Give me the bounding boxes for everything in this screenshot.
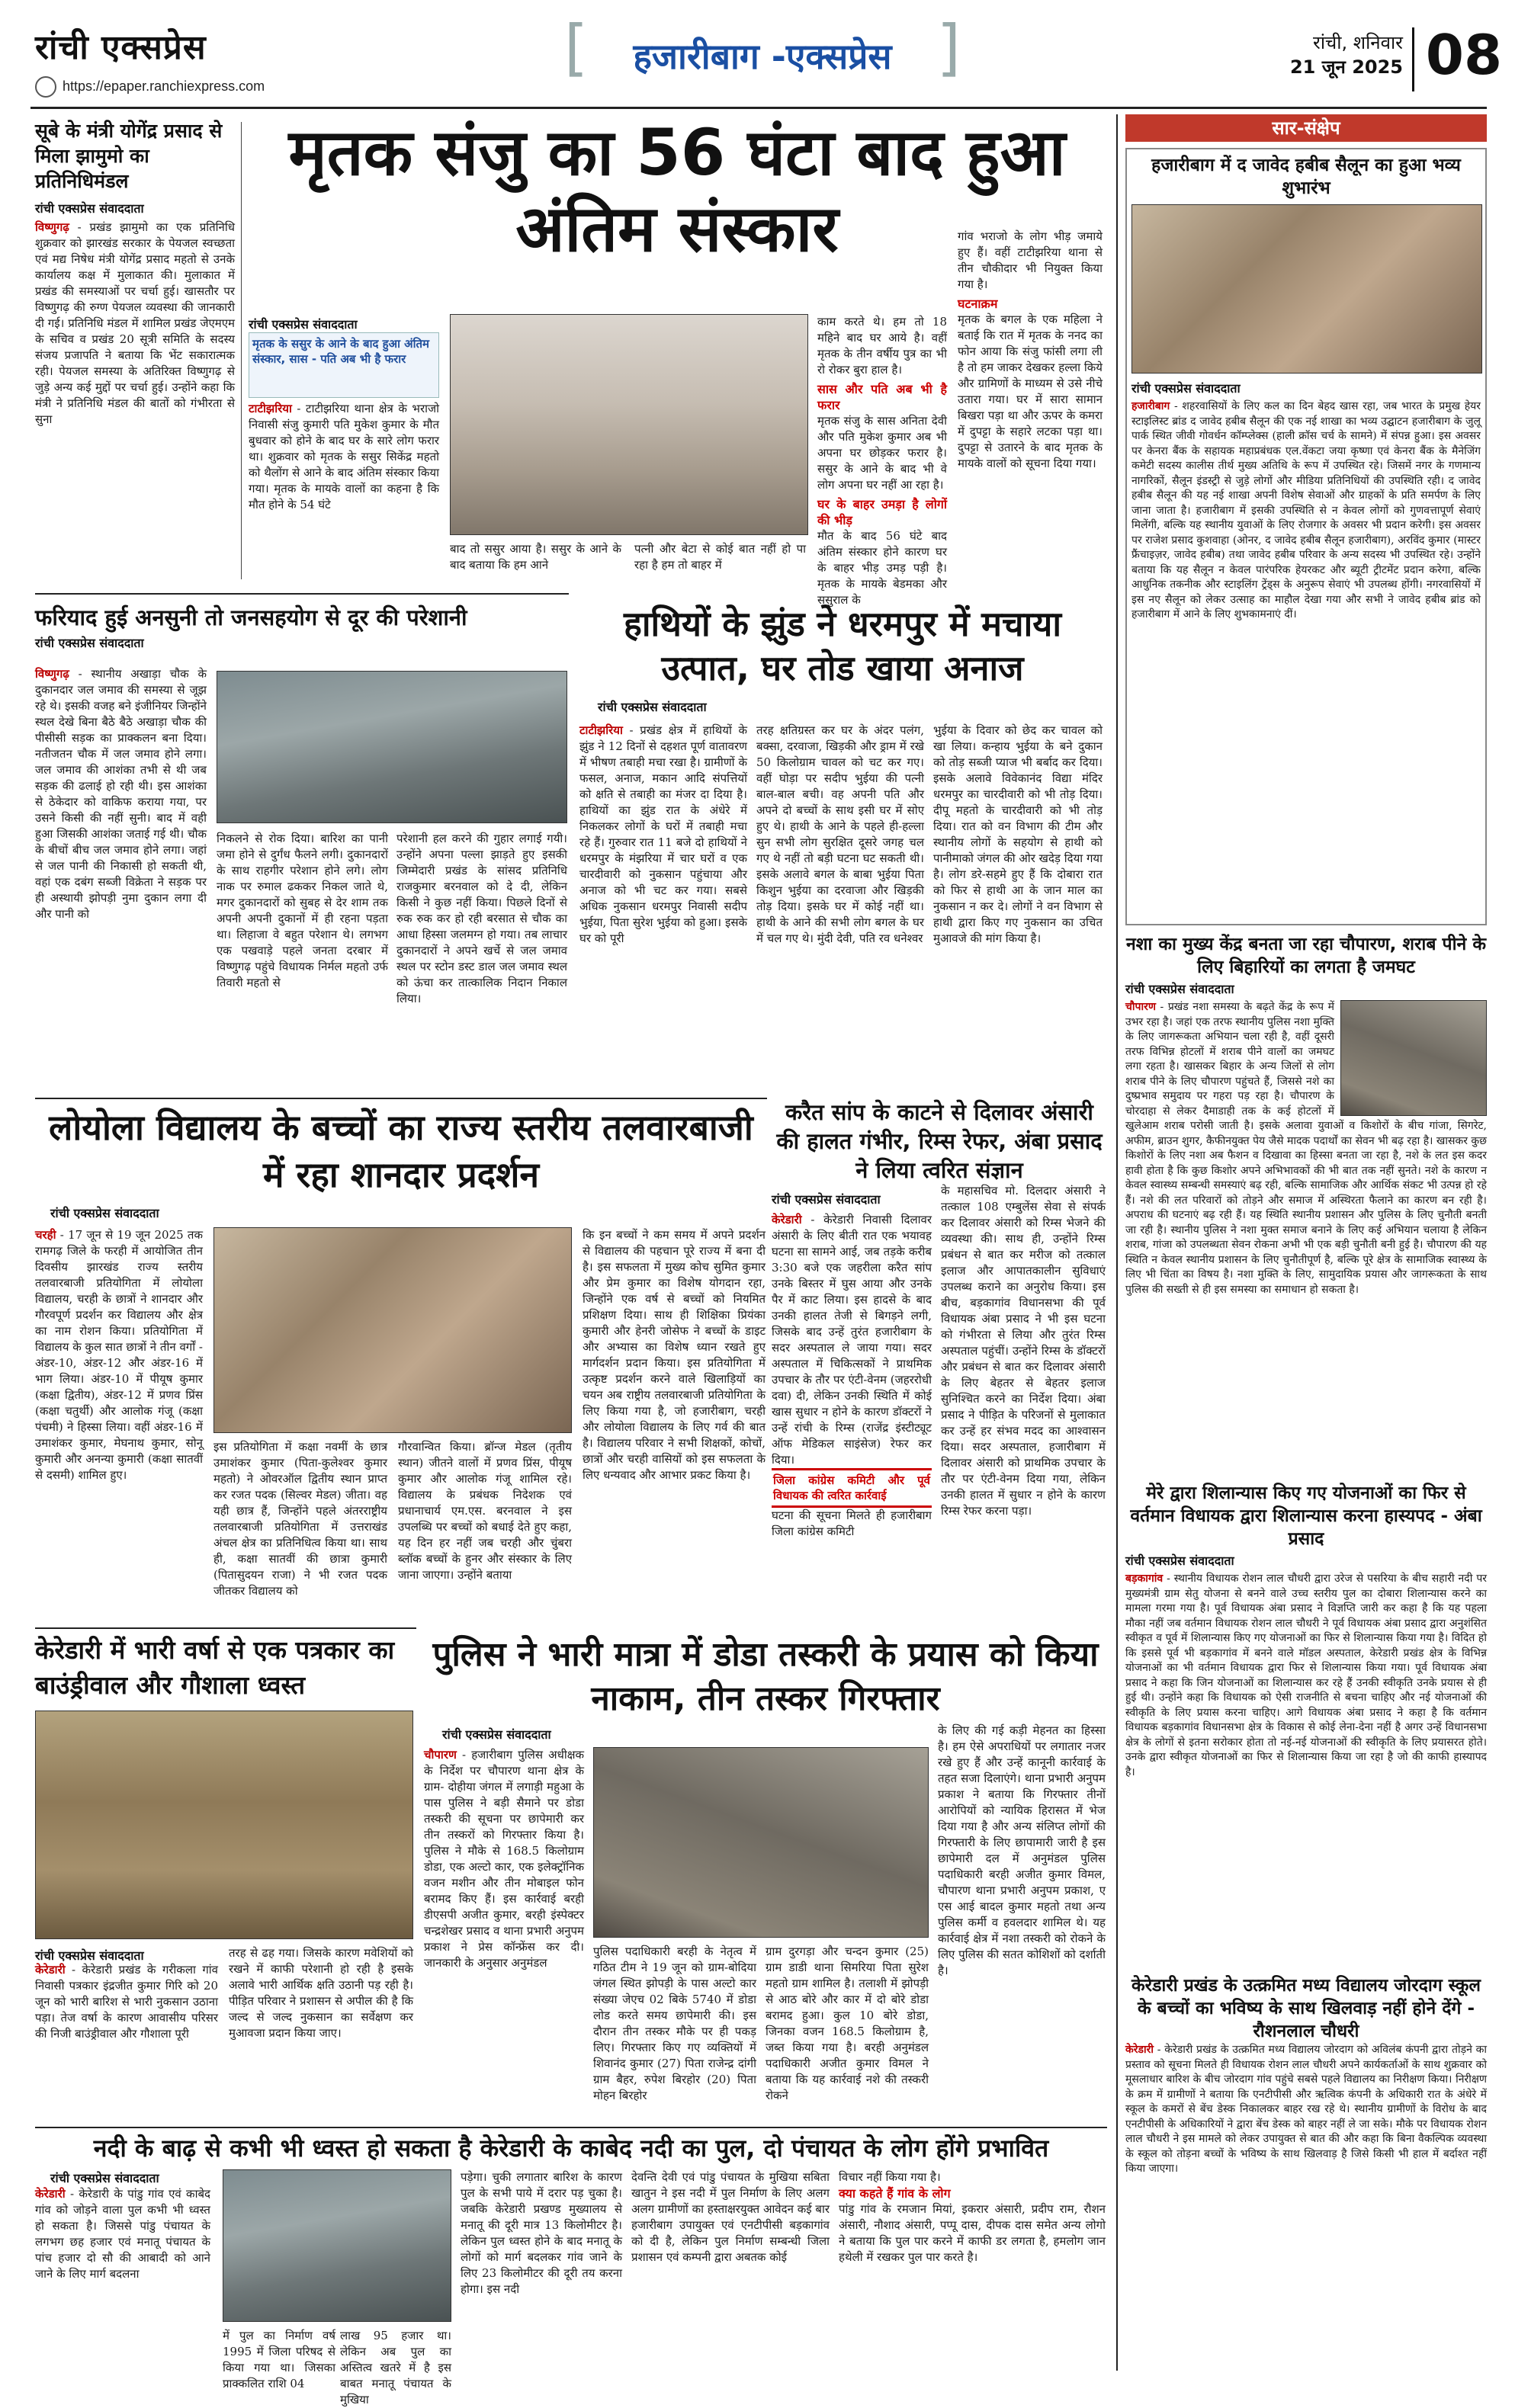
column-divider	[241, 122, 242, 579]
elephants-col1	[579, 723, 747, 1089]
byline: रांची एक्सप्रेस संवाददाता	[442, 1727, 551, 1742]
city-day: रांची, शनिवार	[1313, 32, 1403, 53]
story-police-doda	[424, 1633, 1107, 2121]
headline: नशा का मुख्य केंद्र बनता जा रहा चौपारण, शराब पीने के लिए बिहारियों का लगता है जमघट	[1126, 935, 1486, 977]
snake-col2: के महासचिव मो. दिलदार अंसारी ने तत्काल 108 एम्बुलेंस सेवा से संपर्क कर दिलावर अंसारी को रिम्स भेजने की व्यवस्था की। साथ ही, उन्होंने रिम्स प्रबंधन से बात कर मरीज को तत्काल इलाज और आपातकालीन सुविधाएं उपलब्ध कराने का अनुरोध किया। इस बीच, बड़कागांव विधानसभा की पूर्व विधायक अंबा प्रसाद ने भी इस घटना को गंभीरता से लिया और तुरंत रिम्स अस्पताल पहुंचीं। उन्होंने रिम्स के डॉक्टरों और प्रबंधन से बात कर दिलावर अंसारी के लिए बेहतर से बेहतर इलाज सुनिश्चित करने का निर्देश दिया। अंबा प्रसाद ने पीड़ित के परिजनों से मुलाकात कर उन्हें हर संभव मदद का आश्वासन दिया। सदर अस्पताल, हजारीबाग में दिलावर अंसारी को प्राथमिक उपचार के तौर पर एंटी-वेनम दिया गया, लेकिन उनकी हालत में सुधार न होने के कारण रिम्स रेफर करना पड़ा।	[941, 1184, 1106, 1518]
dateline: विष्णुगढ़	[35, 667, 69, 681]
epaper-url[interactable]	[35, 76, 355, 99]
section-rule	[35, 593, 569, 595]
bridge-col2: पड़ेगा। चुकी लगातार बारिश के कारण पुल के सभी पाये में दरार पड़ चुका है। जबकि केरेडारी प्रखण्ड मुख्यालय से मनातू की दूरी मात्र 13 किलोमीटर है। लेकिन पुल ध्वस्त होने के बाद मनातू के लोगों को मार्ग बदलकर गांव जाने के लिए 23 किलोमीटर की दूरी तय करना होगा। इस नदी	[461, 2170, 622, 2296]
dateline: बड़कागांव	[1125, 1573, 1164, 1585]
body-text: काम करते थे। हम तो 18 महिने बाद घर आये है। वहीं मृतक के तीन वर्षीय पुत्र का भी रो रोकर बुरा हाल है।	[817, 315, 947, 377]
section-rule	[35, 1627, 416, 1629]
headline: पुलिस ने भारी मात्रा में डोडा तस्करी के प्रयास को किया नाकाम, तीन तस्कर गिरफ्तार	[432, 1635, 1099, 1718]
body-text: मृतक के बगल के एक महिला ने बताई कि रात में मृतक के ननद का फोन आया कि संजु फांसी लगा ली है तो हम जाकर देखकर हल्ला किये और ग्रामिणों के माध्यम से उसे नीचे उतारा गया। घर में सारा सामान बिखरा पड़ा था और ऊपर के कमरा में दुपट्टा के सहारे लटका पड़ा था। दुपट्टा से उतारने के बाद मृतक के मायके वालों को सूचना दिया गया।	[958, 313, 1103, 470]
body-text: - शहरवासियों के लिए कल का दिन बेहद खास रहा, जब भारत के प्रमुख हेयर स्टाइलिस्ट ब्रांड द जावेद हबीब सैलून की एक नई शाखा का भव्य उद्घाटन हजारीबाग के जुलू पार्क स्थित जीवी गोवर्धन कॉम्प्लेक्स (हाली क्रॉस चर्च के सामने) में संपन्न हुआ। इस अवसर पर केनरा बैंक के सहायक महाप्रबंधक एल.वेंकटा जया कृष्णा एवं केनरा बैंक के मैनेजिंग कमेटी सदस्य कालीस तीर्थ मुख्य अतिथि के रूप में उपस्थित रहे। जिसमें नगर के गणमान्य नागरिकों, सैलून इंडस्ट्री से जुड़े लोगों और मीडिया प्रतिनिधियों की उपस्थिति रही। द जावेद हबीब सैलून की यह नई शाखा अपनी विशेष सेवाओं और ग्राहकों के प्रति समर्पण के लिए जाना जाता है। हजारीबाग में इसकी उपस्थिति से न केवल लोगों को गुणवत्तापूर्ण सेवाएं मिलेंगी, बल्कि यह स्थानीय युवाओं के लिए रोजगार के अवसर भी प्रदान करेगी। इस अवसर पर राजेश प्रसाद कुशवाहा (ओनर, द जावेद हबीब सैलून हजारीबाग), अरविंद कुमार (मास्टर फ्रैंचाइज़र, जावेद हबीब) तथा जावेद हबीब परिवार के अन्य सदस्य भी उपस्थित रहे। उन्होंने बताया कि यह सैलून न केवल पारंपरिक हेयरकट और ब्यूटी ट्रीटमेंट प्रदान करेगा, बल्कि आधुनिक तकनीक और स्टाइलिंग ट्रेंड्स के अनुरूप सेवाएं भी उपलब्ध होंगी। नगरवासियों में इस नए सैलून को लेकर उत्साह का माहौल देखा गया और सभी ने जावेद हबीब ब्रांड को हजारीबाग में आने के लिए शुभकामनाएं दीं।	[1131, 400, 1481, 620]
byline: रांची एक्सप्रेस संवाददाता	[35, 201, 144, 216]
headline: मेरे द्वारा शिलान्यास किए गए योजनाओं का फिर से वर्तमान विधायक द्वारा शिलान्यास करना हास्यपद - अंबा प्रसाद	[1130, 1483, 1482, 1549]
body-text: गांव भराजो के लोग भीड़ जमाये हुए हैं। वहीं टाटीझरिया थाना से तीन चौकीदार भी नियुक्त किया गया है।	[958, 229, 1103, 291]
subhead: घटनाक्रम	[958, 297, 998, 311]
police-col3: ग्राम दुरगड़ा और चन्दन कुमार (25) ग्राम डाडी थाना सिमरिया पिता सुरेश महतो ग्राम शामिल है। तलाशी में झोपड़ी से आठ बोरे और कार में दो बोरे डोडा बरामद हुआ। कुल 10 बोरे डोडा, जिनका वजन 168.5 किलोग्राम है, जब्त किया गया है। बरही अनुमंडल पदाधिकारी अजीत कुमार विमल ने बताया कि यह कार्रवाई नशे की तस्करी रोकने	[766, 1945, 929, 2102]
body-text: - स्थानीय विधायक रोशन लाल चौधरी द्वारा उरेज से पसरिया के बीच सहारी नदी पर मुख्यमंत्री ग्राम सेतु योजना से बनने वाले उच्च स्तरीय पुल का दोबारा शिलान्यास करने का मामला गरमा गया है। पूर्व विधायक अंबा प्रसाद ने विज्ञप्ति जारी कर कहा है कि यह पहला मौका नहीं जब वर्तमान विधायक रोशन लाल चौधरी ने पूर्व विधायक अंबा प्रसाद द्वारा अनुशंसित स्वीकृत व पूर्व में शिलान्यास किए गए योजनाओं का फिर से शिलान्यास किया गया है। विदित हो कि इससे पूर्व भी बड़कागांव में बनने वाले मॉडल अस्पताल, केरेडारी प्रखंड क्षेत्र के विभिन्न योजनाओं का भी वर्तमान विधायक द्वारा फिर से शिलान्यास किया गया। पूर्व विधायक अंबा प्रसाद ने कहा कि जिन योजनाओं का शिलान्यास कर रहे हैं उनकी स्वीकृति उनके प्रयास से ही हुई थी। उन्होंने कहा कि विधायक को ऐसी राजनीति से बचना चाहिए और नई योजनाओं की स्वीकृति के लिए प्रयास करना चाहिए। आगे विधायक अंबा प्रसाद ने कहा है कि वर्तमान विधायक बड़कागांव विधानसभा क्षेत्र के विकास से कोई लेना-देना नहीं है अगर उन्हें विधानसभा क्षेत्र के लोगों से इतना सरोकार होता तो नई-नई योजनाओं की स्वीकृति के लिए प्रयासरत होते। उनके द्वारा स्वीकृत योजनाओं का फिर से शिलान्यास किया जा रहा है जो की काफी हास्यापद है।	[1125, 1573, 1487, 1778]
headline: सूबे के मंत्री योगेंद्र प्रसाद से मिला झामुमो का प्रतिनिधिमंडल	[35, 120, 223, 192]
keredari-photo-collapsed-wall	[35, 1711, 413, 1939]
body-text: - हजारीबाग पुलिस अधीक्षक के निर्देश पर चौपारण थाना क्षेत्र के ग्राम- दोहीया जंगल में लगाड़ी महुआ के पास पुलिस ने बड़ी सैमाने पर डोडा तस्करी की सूचना पर छापेमारी कर तीन तस्करों को गिरफ्तार किया है। पुलिस ने मौके से 168.5 किलोग्राम डोडा, एक अल्टो कार, एक इलेक्ट्रॉनिक वजन मशीन और तीन मोबाइल फोन बरामद किए हैं। इस कार्रवाई बरही डीएसपी अजीत कुमार, बरही इंस्पेक्टर चन्द्रशेखर प्रसाद व थाना प्रभारी अनुपम प्रकाश ने प्रेस कॉन्फ्रेंस कर दी। जानकारी के अनुसार अनुमंडल	[424, 1748, 584, 1970]
sidebar-story-nasha	[1125, 933, 1487, 1474]
kicker-text: मृतक के ससुर के आने के बाद हुआ अंतिम संस्कार, सास - पति अब भी है फरार	[252, 337, 430, 366]
story-elephants	[579, 602, 1106, 1090]
sidebar-story-salon	[1125, 148, 1487, 925]
headline: नदी के बाढ़ से कभी भी ध्वस्त हो सकता है केरेडारी के काबेद नदी का पुल, दो पंचायत के लोग होंगे प्रभावित	[93, 2134, 1049, 2163]
police-col4: के लिए की गई कड़ी मेहनत का हिस्सा है। हम ऐसे अपराधियों पर लगातार नजर रखे हुए हैं और उन्हें कानूनी कार्रवाई के तहत सजा दिलाएंगे। थाना प्रभारी अनुपम प्रकाश ने बताया कि गिरफ्तार तीनों आरोपियों को न्यायिक हिरासत में भेज दिया गया है और अन्य संलिप्त लोगों की गिरफ्तारी के लिए छापामारी जारी है इस छापेमारी दल में अनुमंडल पुलिस पदाधिकारी बरही अजीत कुमार विमल, चौपारण थाना प्रभारी अनुपम प्रकाश, ए एस आई बादल कुमार महतो तथा अन्य पुलिस कर्मी व हवलदार शामिल थे। यह कार्रवाई क्षेत्र में नशा तस्करी को रोकने के लिए पुलिस की सतत कोशिशों को दर्शाती है।	[938, 1723, 1106, 1977]
lead-col5	[958, 229, 1103, 587]
salon-photo-inauguration	[1131, 204, 1482, 374]
byline: रांची एक्सप्रेस संवाददाता	[50, 1206, 159, 1220]
loyola-col3: गौरवान्वित किया। ब्रॉन्ज मेडल (तृतीय स्थान) जीतने वालों में प्रणव प्रिंस, पीयूष कुमार और आलोक गंजू शामिल रहे। विद्यालय के प्रबंधक निदेशक एवं प्रधानाचार्य एम.एस. बरनवाल ने इस उपलब्धि पर बच्चों को बधाई देते हुए कहा, यह दिन हर नहीं जब चरही और चुंबरा ब्लॉक बच्चों के हुनर और संस्कार के लिए जाना जाएगा। उन्होंने बताया	[398, 1440, 572, 1582]
story-fariyad	[35, 602, 569, 1090]
body-text: - प्रखंड झामुमो का एक प्रतिनिधि शुक्रवार को झारखंड सरकार के पेयजल स्वच्छता एवं मद्य निषेध मंत्री योगेंद्र प्रसाद महतो से उनके कार्यालय कक्ष में मुलाकात की। मुलाकात में प्रखंड की समस्याओं पर चर्चा हुई। खासतौर पर विष्णुगढ़ की रुग्ण पेयजल व्यवस्था की जानकारी दी गई। प्रतिनिधि मंडल में शामिल प्रखंड जेएमएम के सचिव व प्रखंड 20 सूत्री समिति के सदस्य संजय प्रजापति ने बताया कि भेंट सकारात्मक रही। पेयजल समस्या के अतिरिक्त विष्णुगढ़ से जुड़े अन्य कई मुद्दों पर चर्चा हुई। उन्होंने कहा कि मंत्री ने प्रतिनिधि मंडल की बातों को गंभीरता से सुना	[35, 220, 235, 426]
byline: रांची एक्सप्रेस संवाददाता	[1125, 982, 1234, 996]
dateline: चरही	[35, 1228, 56, 1242]
dateline: टाटीझरिया	[579, 723, 623, 737]
sidebar-story-jordag-school	[1125, 1974, 1487, 2378]
newspaper-logo: रांची एक्सप्रेस	[35, 28, 207, 67]
loyola-col1	[35, 1227, 203, 1620]
story-body	[1125, 2043, 1487, 2363]
story-body	[35, 220, 235, 428]
bridge-col5: देवन्ति देवी एवं पांडु पंचायत के मुखिया सबिता खातुन ने इस नदी में पुल निर्माण के लिए अलग अलग ग्रामीणों का हस्ताक्षरयुक्त आवेदन कई बार हजारीबाग उपायुक्त एवं एनटीपीसी बड़कागांव को दी है, लेकिन पुल निर्माण सम्बन्धी जिला प्रशासन एवं कम्पनी द्वारा अबतक कोई	[631, 2170, 830, 2264]
sidebar-header: सार-संक्षेप	[1125, 114, 1487, 142]
nasha-photo	[1340, 1000, 1487, 1116]
body-text: मृतक संजु के सास अनिता देवी और पति मुकेश कुमार अब भी अपना घर छोड़कर फरार है। ससुर के आने के बाद भी वे लोग अपना घर नहीं आ रहा है।	[817, 414, 947, 492]
story-loyola	[35, 1104, 767, 1622]
body-text: - केरेडारी के पांडु गांव एवं काबेद गांव को जोड़ने वाला पुल कभी भी ध्वस्त हो सकता है। जिससे पांडु पंचायत के लगभग छह हजार एवं मनातू पंचायत के पांच हजार दो सौ की आबादी को आने जाने के लिए मार्ग बदलना	[35, 2187, 210, 2281]
body-text: विचार नहीं किया गया है।	[839, 2170, 941, 2184]
lead-col1	[249, 401, 439, 588]
story-keredari-rain	[35, 1633, 416, 2121]
story-minister-meeting	[35, 118, 235, 583]
police-col2: पुलिस पदाधिकारी बरही के नेतृत्व में गठित टीम ने 19 जून को ग्राम-बोदिया जंगल स्थित झोपड़ी के पास अल्टो कार संख्या जेएच 02 बिके 5740 में डोडा लोड करते समय छापेमारी की। इस दौरान तीन तस्कर मौके पर ही पकड़ लिए। गिरफ्तार किए गए व्यक्तियों में शिवानंद कुमार (27) पिता राजेन्द्र दांगी ग्राम बैहर, रुपेश बिरहोर (20) पिता मोहन बिरहोर	[593, 1945, 756, 2102]
masthead-rule	[30, 107, 1487, 109]
headline: हजारीबाग में द जावेद हबीब सैलून का हुआ भव्य शुभारंभ	[1151, 156, 1461, 198]
elephants-col2: तरह क्षतिग्रस्त कर घर के अंदर पलंग, बक्सा, दरवाजा, खिड़की और ड्राम में रखे 50 किलोग्राम चावल को चट कर गए। वहीं घोड़ा पर सदीप भुईया की पत्नी बाल-बाल बची। वह अपनी पति और अपने दो बच्चों के साथ इसी घर में सोए हुए थे। हाथी के आने के पहले ही-हल्ला सुन सभी लोग सुरक्षित दूसरे जगह चल गए थे नहीं तो बड़ी घटना घट सकती थी। इसके अलावे बगल के बाबा भुईया पिता किशुन भुईया का दरवाजा और खिड़की तोड़ दिया। इसके घर में कोई नहीं था। हाथी के आने की सभी लोग बगल के घर में चल गए थे। मुंदी देवी, पति रव धनेश्वर	[756, 723, 924, 945]
snake-col1	[772, 1212, 932, 1624]
headline: केरेडारी में भारी वर्षा से एक पत्रकार का बाउंड्रीवाल और गौशाला ध्वस्त	[35, 1635, 395, 1700]
story-body	[1125, 1572, 1487, 1968]
lead-photo-caption: बाद तो ससुर आया है। ससुर के आने के बाद बताया कि हम आने	[450, 542, 621, 572]
lead-photo-family	[450, 314, 808, 535]
police-photo-arrested	[593, 1747, 929, 1938]
subhead: घर के बाहर उमड़ा है लोगों की भीड़	[817, 497, 947, 527]
fariyad-col3: परेशानी हल करने की गुहार लगाई गयी। उन्होंने अपना पल्ला झाड़ते हुए इसकी जिम्मेदारी प्रखंड के सांसद प्रतिनिधि राजकुमार बरनवाल को दे दी, लेकिन किसी ने कुछ नहीं किया। पिछले दिनों से रुक रुक कर हो रही बरसात से चौक का आधा हिस्सा जलमग्न हो गया। तब लाचार दुकानदारों ने अपने खर्चे से जल जमाव स्थल पर स्टोन डस्ट डाल जल जमाव स्थल को ऊंचा कर तात्कालिक निदान निकाल लिया।	[396, 832, 567, 1005]
section-band	[564, 12, 961, 91]
bridge-col6	[839, 2169, 1106, 2381]
elephants-col3: भुईया के दिवार को छेद कर चावल को खा लिया। कन्हाय भुईया के बने दुकान को तोड़ सब्जी प्याज भी बर्बाद कर दिया। इसके अलावे विवेकानंद विद्या मंदिर धरमपुर का चारदीवारी को भी तोड़ दिया। दीपू महतो के चारदीवारी को भी तोड़ दिया। रात को वन विभाग की टीम और स्थानीय लोगों के सहयोग से हाथी को पानीमाको जंगल की ओर खदेड़ दिया गया है। लोग डरे-सहमे हुए हैं कि दोबारा रात को फिर से हाथी आ के जान माल का नुकसान न कर दे। लोगों ने वन विभाग से हाथी द्वारा किए गए नुकसान का उचित मुआवजे की मांग किया है।	[933, 723, 1103, 945]
bridge-col4: लाख 95 हजार था। लेकिन अब पुल का अस्तित्व खतरे में है इस बाबत मनातू पंचायत के मुखिया	[340, 2329, 451, 2406]
byline: रांची एक्सप्रेस संवाददाता	[249, 317, 358, 332]
body-text: - 17 जून से 19 जून 2025 तक रामगढ़ जिले के फरही में आयोजित तीन दिवसीय झारखंड राज्य स्तरीय तलवारबाजी प्रतियोगिता में लोयोला विद्यालय, चरही के छात्रों ने शानदार और गौरवपूर्ण प्रदर्शन कर विद्यालय और क्षेत्र का नाम रोशन किया। प्रतियोगिता में विद्यालय के कुल सात छात्रों ने तीन वर्गों - अंडर-10, अंडर-12 और अंडर-16 में भाग लिया। अंडर-10 में पीयूष कुमार (कक्षा द्वितीय), अंडर-12 में प्रणव प्रिंस (कक्षा चतुर्थी) और आलोक गंजू (कक्षा पंचमी) ने हिस्सा लिया। वहीं अंडर-16 में उमाशंकर कुमार, मेघनाथ कुमार, सोनू कुमारी और अनन्या कुमारी (कक्षा सातवीं से दसमी) शामिल हुए।	[35, 1228, 203, 1482]
lead-kicker	[249, 332, 439, 398]
left-bracket-icon: [	[564, 12, 589, 83]
globe-icon	[35, 76, 56, 98]
dateline: केरेडारी	[35, 2187, 66, 2201]
subhead: सास और पति अब भी है फरार	[817, 382, 947, 412]
bridge-col3: में पुल का निर्माण वर्ष 1995 में जिला परिषद से किया गया था। जिसका प्राक्कलित राशि 04	[223, 2329, 335, 2390]
body-text: - स्थानीय अखाड़ा चौक के दुकानदार जल जमाव की समस्या से जूझ रहे थे। इसकी वजह बने इंजीनियर जिन्होंने स्थल देखे बिना बैठे बैठे अखाड़ा चौक की पीसीसी सड़क का प्राक्कलन बना दिया। नतीजतन चौक में जल जमाव होने लगा। जल जमाव की आशंका तभी से थी जब सड़क की ढलाई हो रही थी। इस आशंका से ठेकेदार को वाकिफ कराया गया, पर उसने किसी की नहीं सुनी। बाद में वही हुआ जिसकी आशंका जताई गई थी। चौक के बीचों बीच जल जमाव होने लगा। जहां से जल पानी की निकासी हो सकती थी, वहां एक दबंग सब्जी विक्रेता ने सड़क पर ही अस्थायी झोपड़ी नुमा दुकान लगा दी और पानी को	[35, 667, 207, 921]
dateline: केरेडारी	[1125, 2044, 1154, 2056]
fariyad-col2: निकलने से रोक दिया। बारिश का पानी जमा होने से दुर्गंध फैलने लगी। दुकानदारों के साथ राहगीर परेशान होने लगे। लोग नाक पर रुमाल ढककर निकल जाते थे, मगर दुकानदारों को सुबह से देर शाम तक अपनी अपनी दुकानों में ही रहना पड़ता था। लिहाजा वे बहुत परेशान थे। लगभग एक पखवाड़े पहले जनता दरबार में विष्णुगढ़ पहुंचे विधायक निर्मल महतो उर्फ तिवारी महतो से	[217, 832, 388, 989]
headline: लोयोला विद्यालय के बच्चों का राज्य स्तरीय तलवारबाजी में रहा शानदार प्रदर्शन	[49, 1107, 753, 1195]
section-title: हजारीबाग -एक्सप्रेस	[633, 36, 892, 77]
dateline: टाटीझरिया	[249, 402, 292, 415]
body-text: घटना की सूचना मिलते ही हजारीबाग जिला कांग्रेस कमिटी	[772, 1509, 932, 1538]
byline: रांची एक्सप्रेस संवाददाता	[35, 1948, 144, 1963]
byline: रांची एक्सप्रेस संवाददाता	[1131, 381, 1241, 396]
story-sanju-cremation	[249, 114, 1106, 607]
subhead: क्या कहते हैं गांव के लोग	[839, 2186, 951, 2201]
police-col1	[424, 1747, 584, 2117]
dateline: केरेडारी	[772, 1213, 802, 1226]
byline: रांची एक्सप्रेस संवाददाता	[50, 2171, 159, 2185]
page-number: 08	[1425, 23, 1503, 87]
loyola-photo-students	[213, 1227, 572, 1433]
body-text: - टाटीझरिया थाना क्षेत्र के भराजो निवासी संजु कुमारी पति मुकेश कुमार के मौत बुधवार को होने के बाद घर के सारे लोग फरार था। शुक्रवार को मृतक के ससुर सिकेंद्र महतो को थैलोंग से आने के बाद अंतिम संस्कार किया गया। मृतक के मायके वालों का कहना है कि मौत होने के 54 घंटे	[249, 402, 439, 511]
story-bridge	[35, 2131, 1107, 2406]
bridge-photo	[223, 2169, 451, 2322]
headline: हाथियों के झुंड ने धरमपुर में मचाया उत्पात, घर तोड खाया अनाज	[623, 604, 1062, 688]
epaper-url-text[interactable]: https://epaper.ranchiexpress.com	[63, 78, 265, 94]
dateline: केरेडारी	[35, 1963, 66, 1977]
body-text: - केरेडारी प्रखंड के उत्क्रमित मध्य विद्यालय जोरदाग को अविलंब कंपनी द्वारा तोड़ने का प्रस्ताव को सूचना मिलते ही विधायक रोशन लाल चौधरी अपने कार्यकर्ताओं के साथ शुक्रवार को मूसलाधार बारिश के बीच जोरदाग गांव पहुंचे सबसे पहले विद्यालय का निरीक्षण किया। निरीक्षण के क्रम में ग्रामीणों ने बताया कि एनटीपीसी और ऋत्विक कंपनी के अधिकारी रात के अंधेरे में स्कूल के कमरों से बेंच डेस्क निकालकर बाहर रख रहे थे। स्थानीय ग्रामीणों के विरोध के बाद एनटीपीसी के अधिकारियों ने द्वारा बेंच डेस्क को बाहर नहीं ले जा सके। मौके पर विधायक रोशन लाल चौधरी ने इस मामले को लेकर उपायुक्त से बात की और कहा कि बिना वैकल्पिक व्यवस्था के स्कूल को तोड़ना बच्चों के भविष्य के साथ खिलवाड़ है जिसे किसी भी हाल में बर्दाश्त नहीं किया जाएगा।	[1125, 2044, 1488, 2175]
body-text: - प्रखंड नशा समस्या के बढ़ते केंद्र के रूप में उभर रहा है। जहां एक तरफ स्थानीय पुलिस नशा मुक्ति के लिए जागरूकता अभियान चला रही है, वहीं दूसरी तरफ विभिन्न होटलों में शराब पीने वालों का जमघट लगा रहता है। खासकर बिहार के अन्य जिलों से लोग शराब पीने के लिए चौपारण पहुंचते हैं, जिससे नशे का दुष्प्रभाव समुदाय पर गहरा पड़ रहा है। चौपारण के चोरदाहा से लेकर दैमाडाही तक के कई होटलों में खुलेआम शराब परोसी जाती है। इसके अलावा युवाओं व किशोरों के बीच गांजा, सिगरेट, अफीम, ब्राउन शुगर, कैफीनयुक्त पेय जैसे मादक पदार्थों का सेवन भी बढ़ रहा है। खासकर कुछ किशोरों के लिए नशा अब फैशन व दिखावा का हिस्सा बनता जा रहा है, नशे के लत इस कदर हावी होता है कि कुछ किशोर अपने अभिभावकों की भी बात तक नहीं सुनते। नशे के कारण न केवल स्वास्थ्य सम्बन्धी समस्याएं बढ़ रही, बल्कि सामाजिक और आर्थिक संकट भी उत्पन्न हो रहे हैं। नशे की लत परिवारों को तोड़ने और समाज में अस्थिरता फैलाने का कारण बन रही है। अपराध की घटनाएं बढ़ रही हैं। यह स्थिति स्थानीय प्रशासन और पुलिस के लिए चुनौती बनती जा रही है। स्थानीय पुलिस ने नशा मुक्त समाज बनाने के लिए कई अभियान चलाया है लेकिन शराब, गांजा को उपलब्धता सेवन रोकना अभी भी एक बड़ी चुनौती बनी हुई है। चौपारण की यह स्थिति न केवल स्थानीय प्रशासन के लिए चुनौतीपूर्ण है, बल्कि पूरे क्षेत्र के सामाजिक स्वास्थ्य के लिए भी चिंता का विषय है। नशा मुक्ति के लिए, सामुदायिक प्रयास और जागरूकता के साथ पुलिस की सख्ती से ही इस समस्या का समाधान हो सकता है।	[1125, 1001, 1487, 1296]
right-bracket-icon: ]	[936, 12, 961, 83]
byline: रांची एक्सप्रेस संवाददाता	[1125, 1553, 1234, 1568]
section-rule	[35, 1098, 767, 1099]
sidebar-sar-sankshep	[1125, 114, 1487, 2378]
body-text: मौत के बाद 56 घंटे बाद अंतिम संस्कार होने कारण घर के बाहर भीड़ उमड़ पड़ी है। मृतक के मायके बेडमका और ससुराल के	[817, 529, 947, 607]
fariyad-photo-street	[217, 671, 567, 823]
subhead: जिला कांग्रेस कमिटी और पूर्व विधायक की त्वरित कार्रवाई	[772, 1468, 932, 1508]
headline: फरियाद हुई अनसुनी तो जनसहयोग से दूर की परेशानी	[35, 604, 467, 630]
page-number-divider	[1412, 27, 1414, 91]
section-rule	[35, 2127, 1107, 2128]
headline: केरेडारी प्रखंड के उत्क्रमित मध्य विद्यालय जोरदाग स्कूल के बच्चों का भविष्य के साथ खिलवाड़ नहीं होने देंगे - रौशनलाल चौधरी	[1131, 1976, 1481, 2041]
keredari-col1	[35, 1962, 218, 2115]
sidebar-story-amba-prasad	[1125, 1482, 1487, 1970]
body-text: - केरेडारी प्रखंड के गरीकला गांव निवासी पत्रकार इंद्रजीत कुमार गिरि को 20 जून को भारी बारिश से भारी नुकसान उठाना पड़ा। तेज वर्षा के कारण आवासीय परिसर की निजी बाउंड्रीवाल और गौशाला पूरी	[35, 1963, 218, 2041]
body-text: - केरेडारी निवासी दिलावर अंसारी के लिए बीती रात एक भयावह घटना सा सामने आई, जब तड़के करीब 3:30 बजे एक जहरीला करैत सांप उनके बिस्तर में घुस आया और उनके पैर में काट लिया। इस हादसे के बाद उनकी हालत तेजी से बिगड़ने लगी, जिसके बाद उन्हें तुरंत हजारीबाग के सदर अस्पताल ले जाया गया। सदर अस्पताल में चिकित्सकों ने प्राथमिक उपचार के तौर पर एंटी-वेनम (जहररोधी दवा) दी, लेकिन उनकी स्थिति में कोई खास सुधार न होने के कारण डॉक्टरों ने उन्हें रांची के रिम्स (राजेंद्र इंस्टीट्यूट ऑफ मेडिकल साइंसेज) रेफर कर दिया।	[772, 1213, 932, 1467]
lead-col3: पत्नी और बेटा से कोई बात नहीं हो पा रहा है हम तो बाहर में	[634, 542, 806, 572]
bridge-col1	[35, 2186, 210, 2381]
story-snake-bite	[772, 1098, 1107, 1624]
loyola-col2: इस प्रतियोगिता में कक्षा नवमीं के छात्र उमाशंकर कुमार (पिता-कुलेश्वर कुमार महतो) ने ओवरऑल द्वितीय स्थान प्राप्त कर रजत पदक (सिल्वर मेडल) जीता। वह यही छात्र हैं, जिन्होंने पहले अंतरराष्ट्रीय तलवारबाजी प्रतियोगिता में उत्तराखंड अंचल क्षेत्र का प्रतिनिधित्व किया था। साथ ही, कक्षा सातवीं की छात्रा कुमारी (पितासुदयन राजा) ने भी रजत पदक जीतकर विद्यालय को	[213, 1440, 387, 1598]
story-body	[1131, 399, 1481, 925]
issue-date: 21 जून 2025	[1289, 56, 1403, 78]
body-text: - प्रखंड क्षेत्र में हाथियों के झुंड ने 12 दिनों से दहशत पूर्ण वातावरण में भीषण तबाही मचा रखा है। ग्रामीणों के फसल, अनाज, मकान आदि संपत्तियों को क्षति से तबाही का मंजर दा दिया है। हाथियों का झुंड रात के अंधेरे में निकलकर लोगों के घरों में तबाही मचा रहे हैं। गुरुवार रात 11 बजे दो हाथियों ने धरमपुर के मंझरिया में चार घरों व एक चारदीवारी को नुकसान पहुंचाया और अनाज को भी चट कर गया। सबसे अधिक नुकसान धरमपुर निवासी सदीप भुईया, पिता सुरेश भुईया को हुआ। इसके घर को पूरी	[579, 723, 747, 945]
sidebar-divider	[1116, 114, 1118, 2371]
dateline: चौपारण	[424, 1748, 457, 1762]
loyola-col4: कि इन बच्चों ने कम समय में अपने प्रदर्शन से विद्यालय की पहचान पूरे राज्य में बना दी है। इस सफलता में मुख्य कोच सुमित कुमार और प्रेम कुमार का विशेष योगदान रहा, जिन्होंने एक वर्ष से बच्चों को नियमित प्रशिक्षण दिया। साथ ही शिक्षिका प्रियंका कुमारी और हेनरी जोसेफ ने बच्चों के डाइट और अभ्यास का विशेष ध्यान रखते हुए मार्गदर्शन प्रदान किया। इस प्रतियोगिता में उत्कृष्ट प्रदर्शन करने वाले खिलाड़ियों का चयन अब राष्ट्रीय तलवारबाजी प्रतियोगिता के लिए किया गया है, जो हजारीबाग, चरही और लोयोला विद्यालय के लिए गर्व की बात है। विद्यालय परिवार ने सभी शिक्षकों, कोचों, छात्रों और चरही वासियों को इस सफलता के लिए धन्यवाद और आभार प्रकट किया है।	[583, 1228, 766, 1482]
fariyad-col1	[35, 666, 207, 1089]
headline: करैत सांप के काटने से दिलावर अंसारी की हालत गंभीर, रिम्स रेफर, अंबा प्रसाद ने लिया त्वरित संज्ञान	[776, 1099, 1103, 1183]
byline: रांची एक्सप्रेस संवाददाता	[598, 700, 707, 714]
lead-headline: मृतक संजु का 56 घंटा बाद हुआ अंतिम संस्कार	[288, 115, 1066, 266]
masthead	[0, 0, 1515, 107]
byline: रांची एक्सप्रेस संवाददाता	[772, 1192, 881, 1207]
body-text: पांडु गांव के रमजान मियां, इकरार अंसारी, प्रदीप राम, रौशन अंसारी, नौशाद अंसारी, पप्पू दास, दीपक दास समेत अन्य लोगो ने बताया कि पुल पार करने में काफी डर लगता है, हमलोग जान हथेली में रखकर पुल पार करते है।	[839, 2202, 1106, 2264]
dateline: विष्णुगढ़	[35, 220, 69, 234]
keredari-col2: तरह से ढह गया। जिसके कारण मवेशियों को रखने में काफी परेशानी हो रही है इसके अलावे भारी आर्थिक क्षति उठानी पड़ रही है। पीड़ित परिवार ने प्रशासन से अपील की है कि जल्द से जल्द नुकसान का सर्वेक्षण कर मुआवजा प्रदान किया जाए।	[229, 1946, 413, 2040]
dateline: चौपारण	[1125, 1001, 1156, 1013]
dateline: हजारीबाग	[1131, 400, 1170, 412]
masthead-dateline	[1235, 30, 1403, 91]
lead-col4	[817, 314, 947, 607]
byline: रांची एक्सप्रेस संवाददाता	[35, 636, 144, 650]
